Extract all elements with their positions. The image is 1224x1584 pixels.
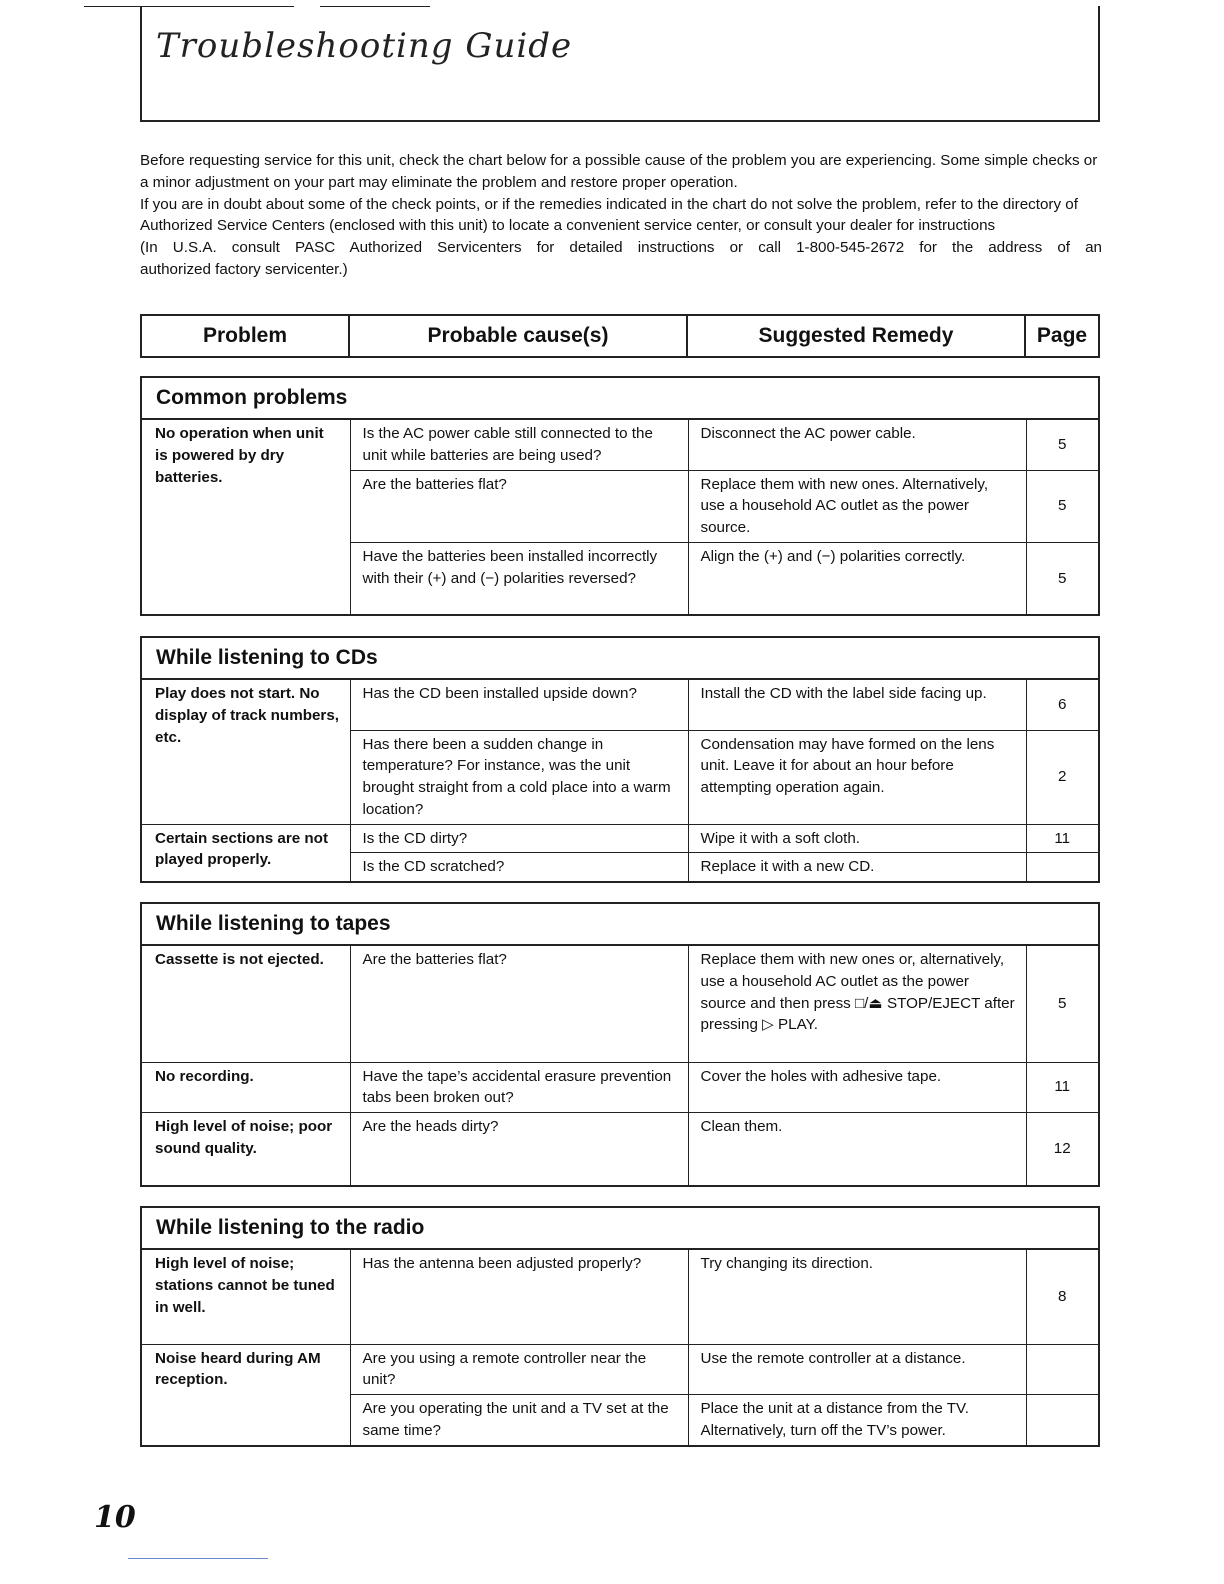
- header-remedy: Suggested Remedy: [688, 316, 1026, 356]
- problem-cell: High level of noise; stations cannot be tuned in well.: [155, 1255, 335, 1316]
- remedy-cell: Replace them with new ones or, alternatively, use a household AC outlet as the power source and then press □/⏏ STOP/EJECT after pressing ▷ PLAY.: [688, 946, 1026, 1062]
- table-radio: [142, 1250, 1098, 1445]
- table-cds: [142, 680, 1098, 881]
- problem-cell: Cassette is not ejected.: [155, 951, 324, 968]
- cause-cell: Are you using a remote controller near the unit?: [350, 1344, 688, 1395]
- cause-cell: Is the CD scratched?: [350, 853, 688, 881]
- table-row: [142, 420, 1098, 470]
- cause-cell: Have the tape’s accidental erasure prevention tabs been broken out?: [350, 1062, 688, 1113]
- intro-paragraph-3a: (In U.S.A. consult PASC Authorized Servicenters for detailed instructions or call 1-800-545-2672 for the address of an: [140, 239, 1102, 257]
- page-number: 10: [94, 1500, 136, 1535]
- page-cell: [1026, 1395, 1098, 1445]
- problem-cell: Certain sections are not played properly.: [142, 824, 350, 881]
- remedy-cell: Cover the holes with adhesive tape.: [688, 1062, 1026, 1113]
- page-cell: [1026, 1344, 1098, 1395]
- cause-cell: Are the batteries flat?: [350, 470, 688, 542]
- table-row: [142, 946, 1098, 1062]
- page-title: Troubleshooting Guide: [156, 26, 573, 66]
- intro-paragraph-1: Before requesting service for this unit, check the chart below for a possible cause of the problem you are experiencing. Some simple checks or a minor adjustment on your part may eliminate the problem and restore proper operation.: [140, 152, 1098, 191]
- remedy-cell: Place the unit at a distance from the TV. Alternatively, turn off the TV’s power.: [688, 1395, 1026, 1445]
- problem-cell: Play does not start. No display of track numbers, etc.: [155, 685, 339, 746]
- table-row: [142, 1344, 1098, 1395]
- page-cell: [1026, 853, 1098, 881]
- cause-cell: Is the AC power cable still connected to the unit while batteries are being used?: [350, 420, 688, 470]
- remedy-cell: Use the remote controller at a distance.: [688, 1344, 1026, 1395]
- header-problem: Problem: [142, 316, 350, 356]
- page-cell: 5: [1026, 420, 1098, 470]
- problem-cell: High level of noise; poor sound quality.: [142, 1113, 350, 1185]
- cause-cell: Are the batteries flat?: [350, 946, 688, 1062]
- section-radio: [140, 1206, 1100, 1447]
- table-row: [142, 1113, 1098, 1185]
- section-tapes: [140, 902, 1100, 1187]
- problem-cell: Noise heard during AM reception.: [142, 1344, 350, 1445]
- header-page: Page: [1036, 324, 1088, 347]
- section-common: [140, 376, 1100, 616]
- remedy-cell: Install the CD with the label side facing up.: [688, 680, 1026, 730]
- remedy-cell: Replace them with new ones. Alternatively, use a household AC outlet as the power source.: [688, 470, 1026, 542]
- intro-text: [140, 150, 1102, 281]
- table-row: [142, 824, 1098, 853]
- remedy-cell: Align the (+) and (−) polarities correctly.: [688, 542, 1026, 614]
- remedy-cell: Condensation may have formed on the lens unit. Leave it for about an hour before attempting operation again.: [688, 730, 1026, 824]
- page-cell: 2: [1026, 730, 1098, 824]
- problem-cell: No operation when unit is powered by dry batteries.: [155, 425, 324, 486]
- remedy-cell: Replace it with a new CD.: [688, 853, 1026, 881]
- section-cds: [140, 636, 1100, 883]
- cause-cell: Has there been a sudden change in temperature? For instance, was the unit brought straight from a cold place into a warm location?: [350, 730, 688, 824]
- table-row: [142, 680, 1098, 730]
- table-row: [142, 1250, 1098, 1344]
- header-cause: Probable cause(s): [350, 316, 688, 356]
- cause-cell: Are you operating the unit and a TV set at the same time?: [350, 1395, 688, 1445]
- page-cell: 12: [1026, 1113, 1098, 1185]
- remedy-cell: Try changing its direction.: [688, 1250, 1026, 1344]
- column-header: [140, 314, 1100, 358]
- section-title: While listening to the radio: [142, 1208, 1098, 1250]
- section-title: While listening to tapes: [142, 904, 1098, 946]
- section-title: Common problems: [142, 378, 1098, 420]
- page-cell: 11: [1026, 824, 1098, 853]
- cause-cell: Is the CD dirty?: [350, 824, 688, 853]
- page-cell: 6: [1026, 680, 1098, 730]
- bottom-rule: [128, 1558, 268, 1559]
- page-cell: 5: [1026, 946, 1098, 1062]
- page-cell: 5: [1026, 542, 1098, 614]
- remedy-cell: Disconnect the AC power cable.: [688, 420, 1026, 470]
- page-cell: 11: [1026, 1062, 1098, 1113]
- problem-cell: No recording.: [142, 1062, 350, 1113]
- table-common: [142, 420, 1098, 614]
- cause-cell: Has the CD been installed upside down?: [350, 680, 688, 730]
- page-cell: 5: [1026, 470, 1098, 542]
- title-box: [140, 6, 1100, 122]
- cause-cell: Are the heads dirty?: [350, 1113, 688, 1185]
- cause-cell: Have the batteries been installed incorrectly with their (+) and (−) polarities reversed?: [350, 542, 688, 614]
- table-tapes: [142, 946, 1098, 1185]
- remedy-cell: Wipe it with a soft cloth.: [688, 824, 1026, 853]
- section-title: While listening to CDs: [142, 638, 1098, 680]
- intro-paragraph-3b: authorized factory servicenter.): [140, 260, 348, 278]
- remedy-cell: Clean them.: [688, 1113, 1026, 1185]
- intro-paragraph-2: If you are in doubt about some of the check points, or if the remedies indicated in the chart do not solve the problem, refer to the directory of Authorized Service Centers (enclosed with this unit) to locate a convenient service center, or consult your dealer for instructions: [140, 195, 1078, 235]
- page-cell: 8: [1026, 1250, 1098, 1344]
- table-row: [142, 1062, 1098, 1113]
- cause-cell: Has the antenna been adjusted properly?: [350, 1250, 688, 1344]
